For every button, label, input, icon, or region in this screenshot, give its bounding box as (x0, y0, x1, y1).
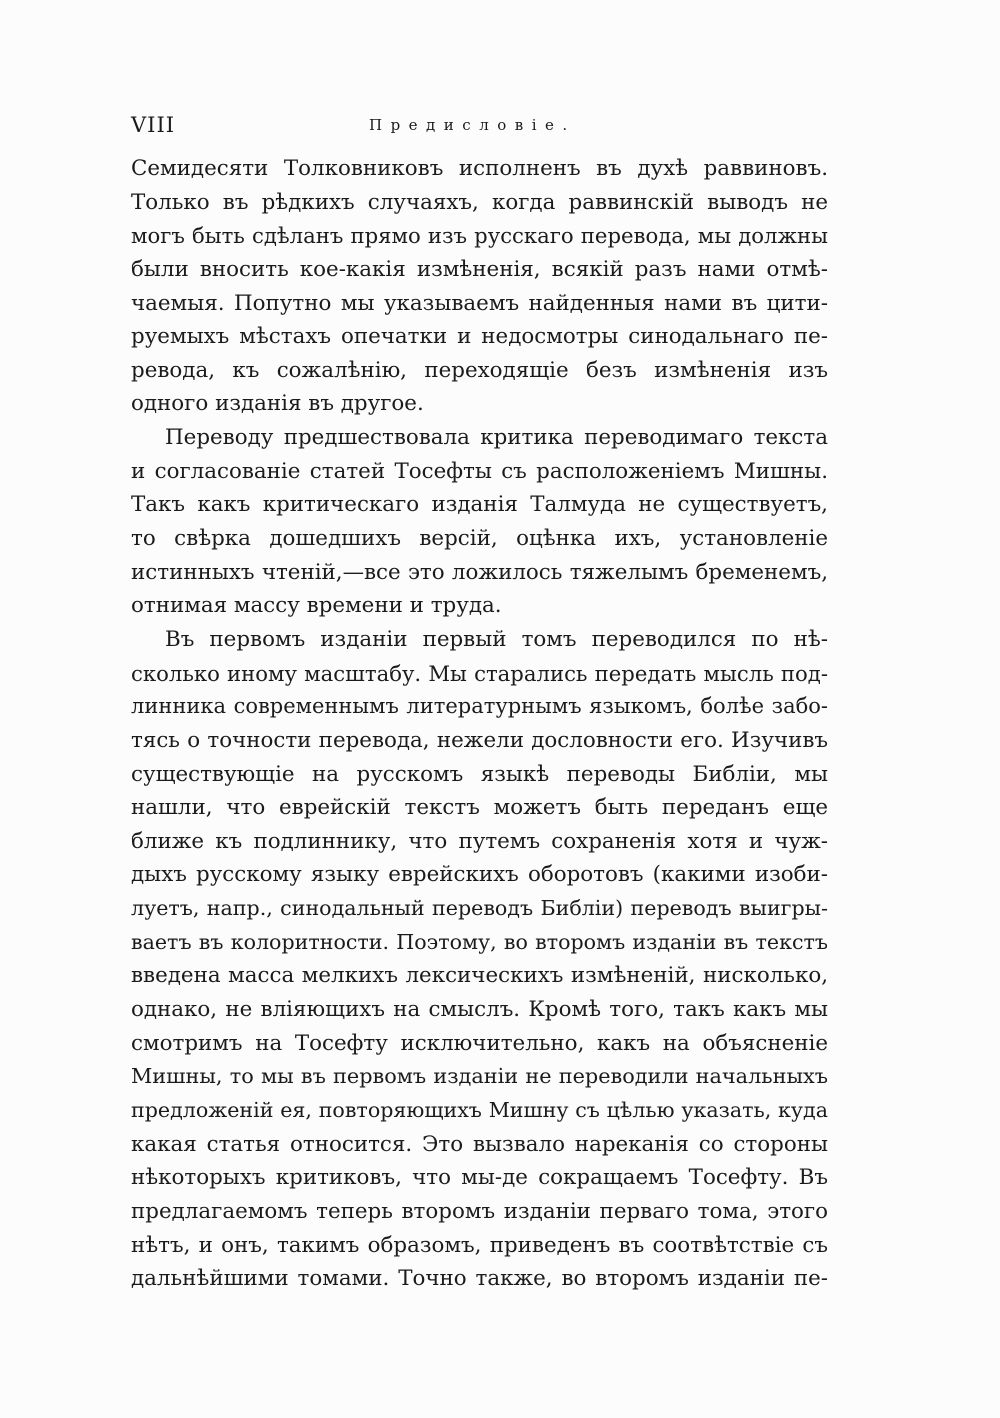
text-line: существующіе на русскомъ языкѣ переводы Библіи, мы (131, 761, 828, 787)
text-line: руемыхъ мѣстахъ опечатки и недосмотры синодальнаго пе- (131, 324, 828, 350)
text-line: сколько иному масштабу. Мы старались передать мысль под- (131, 660, 828, 686)
text-line: Такъ какъ критическаго изданія Талмуда не существуетъ, (131, 492, 828, 518)
paragraph (131, 421, 828, 623)
text-line: однако, не вліяющихъ на смыслъ. Кромѣ того, такъ какъ мы (131, 997, 828, 1023)
text-line: Переводу предшествовала критика переводимаго текста (165, 425, 828, 451)
paragraph (131, 152, 828, 421)
text-line: дыхъ русскому языку еврейскихъ оборотовъ (какими изоби- (131, 862, 828, 888)
text-line: и согласованіе статей Тосефты съ расположеніемъ Мишны. (131, 458, 828, 484)
text-line: нѣкоторыхъ критиковъ, что мы-де сокращаемъ Тосефту. Въ (131, 1165, 828, 1191)
text-line: чаемыя. Попутно мы указываемъ найденныя нами въ цити- (131, 290, 828, 316)
running-title: Предисловіе. (369, 116, 576, 134)
text-line: введена масса мелкихъ лексическихъ измѣненій, нисколько, (131, 963, 828, 989)
page-number: VIII (131, 113, 176, 137)
text-line: луетъ, напр., синодальный переводъ Библіи) переводъ выигры- (131, 896, 828, 921)
text-line: одного изданія въ другое. (131, 391, 424, 417)
paragraph (131, 623, 828, 1296)
text-line: отнимая массу времени и труда. (131, 593, 502, 619)
text-line: какая статья относится. Это вызвало нареканія со стороны (131, 1131, 828, 1157)
text-line: нѣтъ, и онъ, такимъ образомъ, приведенъ въ соотвѣтствіе съ (131, 1232, 828, 1258)
text-line: тясь о точности перевода, нежели дословности его. Изучивъ (131, 727, 828, 753)
text-line: предлагаемомъ теперь второмъ изданіи перваго тома, этого (131, 1198, 828, 1224)
text-line: предложеній ея, повторяющихъ Мишну съ цѣлью указать, куда (131, 1097, 828, 1122)
text-line: были вносить кое-какія измѣненія, всякій разъ нами отмѣ- (131, 256, 828, 282)
body-text (131, 152, 828, 1296)
text-line: то свѣрка дошедшихъ версій, оцѣнка ихъ, установленіе (131, 526, 828, 552)
text-line: дальнѣйшими томами. Точно также, во второмъ изданіи пе- (131, 1266, 828, 1292)
text-line: могъ быть сдѣланъ прямо изъ русскаго перевода, мы должны (131, 223, 828, 249)
text-line: истинныхъ чтеній,—все это ложилось тяжелымъ бременемъ, (131, 559, 828, 585)
text-line: Мишны, то мы въ первомъ изданіи не переводили начальныхъ (131, 1064, 828, 1089)
text-line: Въ первомъ изданіи первый томъ переводился по нѣ- (165, 626, 828, 652)
text-line: ревода, къ сожалѣнію, переходящіе безъ измѣненія изъ (131, 357, 828, 383)
text-line: Семидесяти Толковниковъ исполненъ въ духѣ раввиновъ. (131, 156, 828, 181)
text-line: нашли, что еврейскій текстъ можетъ быть переданъ еще (131, 795, 828, 821)
page-header (131, 113, 828, 143)
text-line: линника современнымъ литературнымъ языкомъ, болѣе забо- (131, 694, 828, 719)
text-line: ваетъ въ колоритности. Поэтому, во второмъ изданіи въ текстъ (131, 929, 828, 954)
text-line: Только въ рѣдкихъ случаяхъ, когда раввинскій выводъ не (131, 189, 828, 215)
text-line: смотримъ на Тосефту исключительно, какъ на объясненіе (131, 1030, 828, 1056)
text-line: ближе къ подлиннику, что путемъ сохраненія хотя и чуж- (131, 828, 828, 854)
